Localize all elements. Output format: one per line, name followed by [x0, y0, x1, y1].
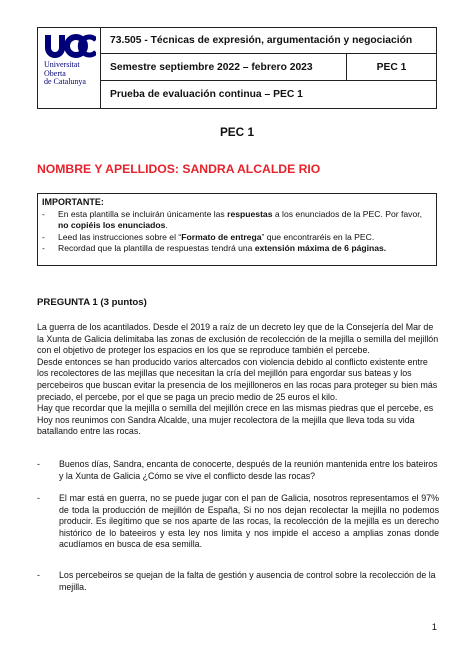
evaluation-title: Prueba de evaluación continua – PEC 1	[110, 89, 303, 100]
paragraph-3: Hay que recordar que la mejilla o semilla del mejillón crece en las mismas piedras que el percebe, es Hoy nos reunimos con Sandra Alcalde, una mujer recolectora de la mejilla que lleva toda su vida batallando entre las rocas.	[37, 403, 434, 437]
page-number: 1	[431, 622, 437, 633]
text-span: .	[165, 220, 168, 231]
important-item-2	[42, 232, 432, 244]
logo-cell	[38, 28, 101, 108]
dialog-item-2	[37, 493, 439, 551]
bullet-dash: -	[42, 243, 45, 254]
document-title: PEC 1	[219, 125, 255, 139]
text-span: En esta plantilla se incluirán únicamente las	[58, 208, 228, 219]
bullet-dash: -	[37, 570, 40, 580]
text-span: a los enunciados de la PEC. Por favor,	[272, 208, 423, 219]
text-span: Recordad que la plantilla de respuestas tendrá una	[58, 243, 255, 254]
dialog-text: El mar está en guerra, no se puede jugar con el pan de Galicia, nosotros representamos el 97% de toda la producción de mejillón de España, Si no nos dejan recolectar la mejilla no podemos producir. Es ilegítimo que se nos aparte de las rocas, la recolección de la mejilla es un derecho histórico de lo bateeiros y esta ley nos limita y nos impide el acceso a amplias zonas donde acudíamos en busca de esa semilla.	[59, 493, 439, 550]
dialog-item-3	[37, 570, 439, 593]
bullet-dash: -	[37, 493, 40, 503]
dialog-entry	[37, 493, 439, 551]
bullet-dash: -	[37, 459, 40, 469]
bold-span: extensión máxima de 6 páginas.	[254, 243, 387, 254]
dialog-item-1	[37, 459, 439, 482]
header-table	[37, 27, 437, 109]
uoc-logo-icon	[44, 34, 96, 58]
bold-span: Formato de entrega	[181, 231, 262, 242]
course-title: 73.505 - Técnicas de expresión, argumentación y negociación	[100, 28, 436, 54]
paragraph-1: La guerra de los acantilados. Desde el 2019 a raíz de un decreto ley que de la Consejería del Mar de la Xunta de Galicia delimitaba las zonas de exclusión de recolección de la mejilla o semilla del mejillón con el objetivo de proteger los espacios en los que se reproduce también el percebe.	[37, 322, 439, 356]
dialog-text: Buenos días, Sandra, encanta de conocerte, después de la reunión mantenida entre los bateiros y la Xunta de Galicia ¿Cómo se vive el conflicto desde las rocas?	[59, 459, 438, 481]
text-span: ” que encontraréis en la PEC.	[261, 231, 375, 242]
text-span: Leed las instrucciones sobre el “	[58, 231, 182, 242]
pec-label: PEC 1	[346, 54, 436, 80]
student-name: NOMBRE Y APELLIDOS: SANDRA ALCALDE RIO	[37, 162, 321, 176]
bullet-dash: -	[42, 208, 45, 219]
important-item-1	[42, 209, 432, 232]
bold-span: no copiéis los enunciados	[58, 220, 166, 231]
question-title: PREGUNTA 1 (3 puntos)	[37, 297, 147, 308]
question-body	[37, 322, 439, 438]
logo-text	[44, 61, 86, 87]
important-box	[37, 193, 437, 266]
bold-span: respuestas	[227, 208, 273, 219]
logo-line-3: de Catalunya	[44, 77, 86, 87]
bullet-dash: -	[42, 231, 45, 242]
semester-text: Semestre septiembre 2022 – febrero 2023	[110, 61, 313, 73]
dialog-entry	[37, 570, 439, 593]
important-title: IMPORTANTE:	[42, 197, 104, 207]
logo-line-2: Oberta	[44, 68, 66, 78]
dialog-text: Los percebeiros se quejan de la falta de gestión y ausencia de control sobre la recolección de la mejilla.	[59, 570, 436, 592]
paragraph-2: Desde entonces se han producido varios altercados con violencia debido al conflicto existente entre los recolectores de las mejillas que necesitan la cría del mejillón para engordar sus bateas y los percebeiros que buscan evitar la presencia de los mejilloneros en las rocas para proteger su bien más preciado, el percebe, por el que se paga un precio medio de 25 euros el kilo.	[37, 356, 438, 402]
semester-row	[100, 54, 436, 81]
important-item-3	[42, 243, 432, 255]
logo-line-1: Universitat	[44, 60, 80, 69]
dialog-entry	[37, 459, 439, 482]
